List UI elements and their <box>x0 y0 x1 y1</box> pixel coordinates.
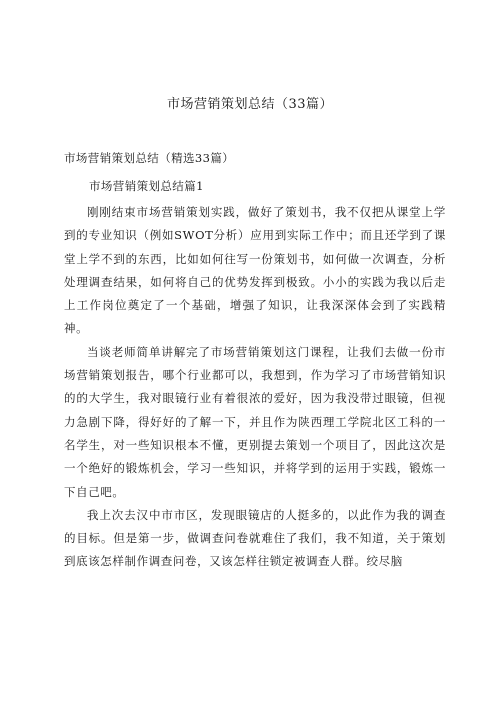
paragraph: 我上次去汉中市市区，发现眼镜店的人挺多的，以此作为我的调查的目标。但是第一步，做调查问卷就难住了我们，我不知道，关于策划到底该怎样制作调查问卷，又该怎样往锁定被调查人群。绞尽脑 <box>64 507 446 569</box>
document-subtitle: 市场营销策划总结（精选33篇） <box>64 151 235 165</box>
document-title: 市场营销策划总结（33篇） <box>166 97 334 112</box>
section-heading: 市场营销策划总结篇1 <box>89 179 204 193</box>
paragraph: 当谈老师简单讲解完了市场营销策划这门课程，让我们去做一份市场营销策划报告，哪个行业都可以，我想到，作为学习了市场营销知识的的大学生，我对眼镜行业有着很浓的爱好，因为我没带过眼镜，但视力急剧下降，得好好的了解一下，并且作为陕西理工学院北区工科的一名学生，对一些知识根本不懂，更别提去策划一个项目了，因此这次是一个绝好的锻炼机会，学习一些知识，并将学到的运用于实践，锻炼一下自己吧。 <box>64 344 446 499</box>
body-text <box>64 201 446 574</box>
paragraph: 刚刚结束市场营销策划实践，做好了策划书，我不仅把从课堂上学到的专业知识（例如SWOT分析）应用到实际工作中；而且还学到了课堂上学不到的东西，比如如何往写一份策划书，如何做一次调查，分析处理调查结果，如何将自己的优势发挥到极致。小小的实践为我以后走上工作岗位奠定了一个基础，增强了知识，让我深深体会到了实践精神。 <box>64 205 446 336</box>
